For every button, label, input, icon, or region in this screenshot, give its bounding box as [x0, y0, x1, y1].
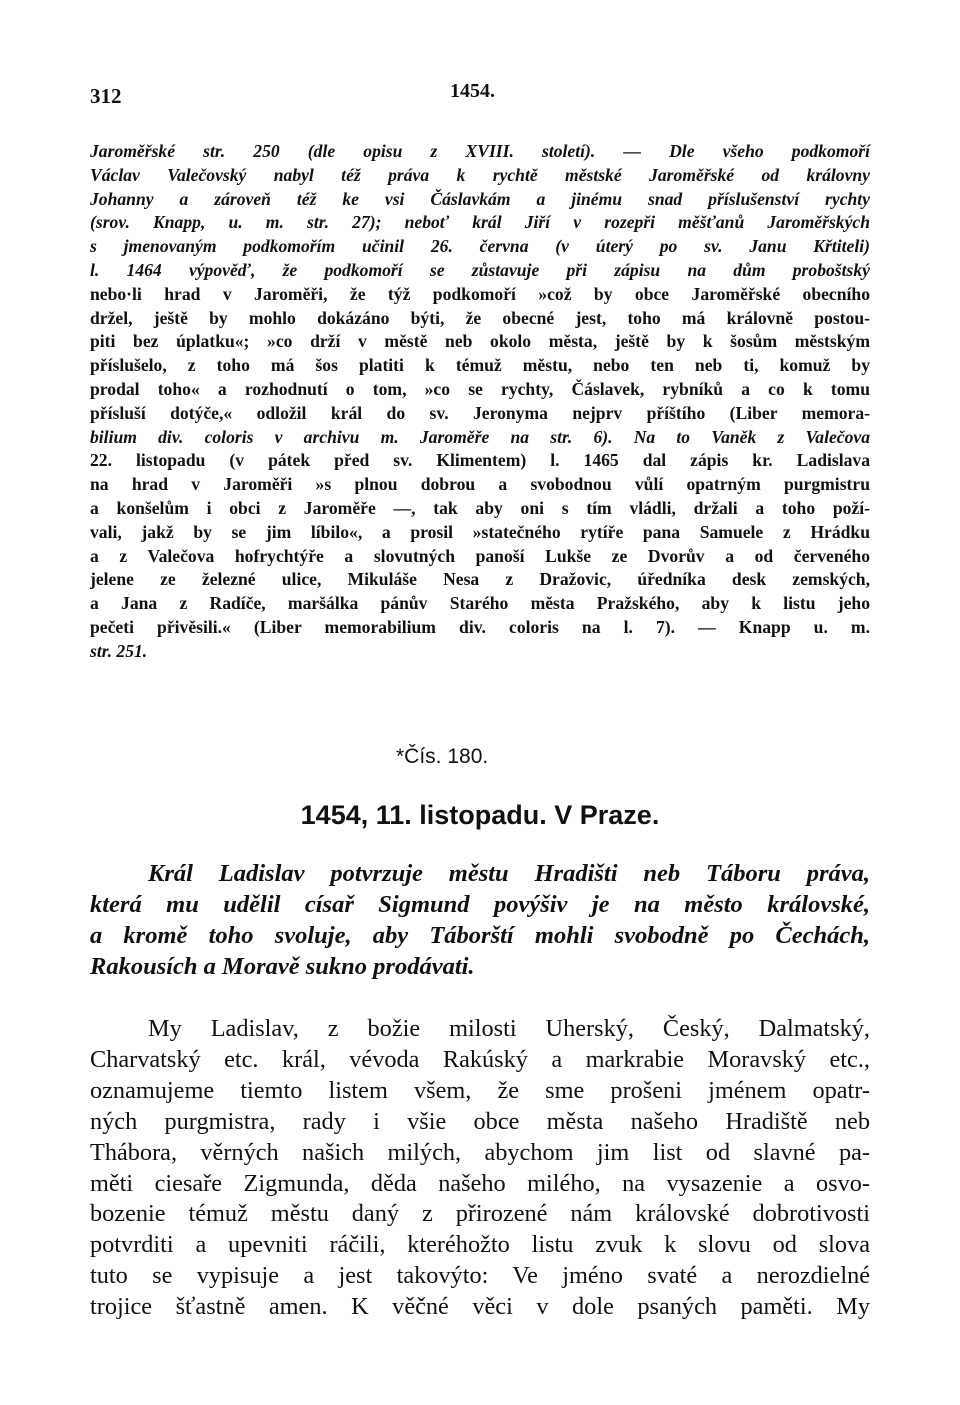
note-line: a konšelům i obci z Jaroměře —, tak aby oni s tím vládli, držali a toho poží- [90, 497, 870, 518]
regest-line: Král Ladislav potvrzuje městu Hradišti neb Táboru práva, [148, 860, 870, 887]
regest-summary [90, 858, 870, 982]
note-line: na hrad v Jaroměři »s plnou dobrou a svobodnou vůlí opatrným purgmistru [90, 474, 870, 495]
note-line: přísluší dotýče,« odložil král do sv. Jeronyma nejprv příštího (Liber memora- [90, 402, 870, 423]
note-line: pečeti přivěsili.« (Liber memorabilium div. coloris na l. 7). — Knapp u. m. [90, 616, 870, 637]
note-line: prodal toho« a rozhodnutí o tom, »co se rychty, Čáslavek, rybníků a co k tomu [90, 378, 870, 399]
note-line: a Jana z Radíče, maršálka pánův Starého města Pražského, aby k listu jeho [90, 593, 870, 614]
note-line: l. 1464 výpověď, že podkomoří se zůstavuje při zápisu na dům proboštský [90, 259, 870, 280]
regest-line: která mu udělil císař Sigmund povýšiv je na město královské, [90, 891, 870, 918]
note-line: příslušelo, z toho má šos platiti k témuž městu, nebo ten neb ti, komuž by [90, 355, 870, 376]
running-head-year: 1454. [450, 80, 495, 102]
regest-line: Rakousích a Moravě sukno prodávati. [90, 953, 475, 980]
note-line: 22. listopadu (v pátek před sv. Klimentem) l. 1465 dal zápis kr. Ladislava [90, 450, 870, 471]
footnote-block [90, 140, 870, 664]
document-date-place: 1454, 11. listopadu. V Praze. [300, 800, 660, 830]
charter-line: tuto se vypisuje a jest takovýto: Ve jméno svaté a nerozdielné [90, 1262, 870, 1290]
note-line: vali, jakž by se jim líbilo«, a prosil »statečného rytíře pana Samuele z Hrádku [90, 521, 870, 542]
charter-line: Thábora, věrných našich milých, abychom jim list od slavné pa- [90, 1138, 870, 1166]
note-line: bilium div. coloris v archivu m. Jaroměře na str. 6). Na to Vaněk z Valečova [90, 426, 870, 447]
note-line: Jaroměřské str. 250 (dle opisu z XVIII. století). — Dle všeho podkomoří [90, 141, 870, 161]
charter-text [90, 1014, 870, 1323]
note-line: a z Valečova hofrychtýře a slovutných panoší Lukše ze Dvorův a od červeného [90, 545, 870, 566]
charter-line: My Ladislav, z božie milosti Uherský, Český, Dalmatský, [148, 1015, 870, 1042]
charter-line: potvrditi a upevniti ráčili, kteréhožto listu zvuk k slovu od slova [90, 1231, 870, 1259]
note-line: nebo·li hrad v Jaroměři, že týž podkomoří »což by obce Jaroměřské obecního [90, 283, 870, 304]
note-line: s jmenovaným podkomořím učinil 26. června (v úterý po sv. Janu Křtiteli) [90, 236, 870, 257]
document-number: *Čís. 180. [396, 745, 489, 768]
note-line: Johanny a zároveň též ke vsi Čáslavkám a jinému snad příslušenství rychty [90, 188, 870, 209]
charter-line: ných purgmistra, rady i všie obce města našeho Hradiště neb [90, 1107, 870, 1135]
regest-line: a kromě toho svoluje, aby Táborští mohli svobodně po Čechách, [90, 922, 870, 949]
charter-line: měti ciesaře Zigmunda, děda našeho milého, na vysazenie a osvo- [90, 1169, 870, 1197]
charter-line: trojice šťastně amen. K věčné věci v dole psaných paměti. My [90, 1293, 870, 1321]
charter-line: Charvatský etc. král, vévoda Rakúský a markrabie Moravský etc., [90, 1045, 870, 1073]
note-line: Václav Valečovský nabyl též práva k rychtě městské Jaroměřské od královny [90, 164, 870, 185]
note-line: piti bez úplatku«; »co drží v městě neb okolo města, ještě by k šosům městským [90, 331, 870, 352]
charter-line: bozenie témuž městu daný z přirozené nám královské dobrotivosti [90, 1200, 870, 1228]
note-line: (srov. Knapp, u. m. str. 27); neboť král Jiří v rozepři měšťanů Jaroměřských [90, 212, 870, 233]
note-line: držel, ještě by mohlo dokázáno býti, že obecné jest, toho má královně postou- [90, 307, 870, 328]
note-line: str. 251. [90, 640, 148, 661]
page-number: 312 [90, 84, 122, 108]
charter-line: oznamujeme tiemto listem všem, že sme prošeni jménem opatr- [90, 1076, 870, 1104]
note-line: jelene ze železné ulice, Mikuláše Nesa z Dražovic, úředníka desk zemských, [90, 569, 870, 590]
